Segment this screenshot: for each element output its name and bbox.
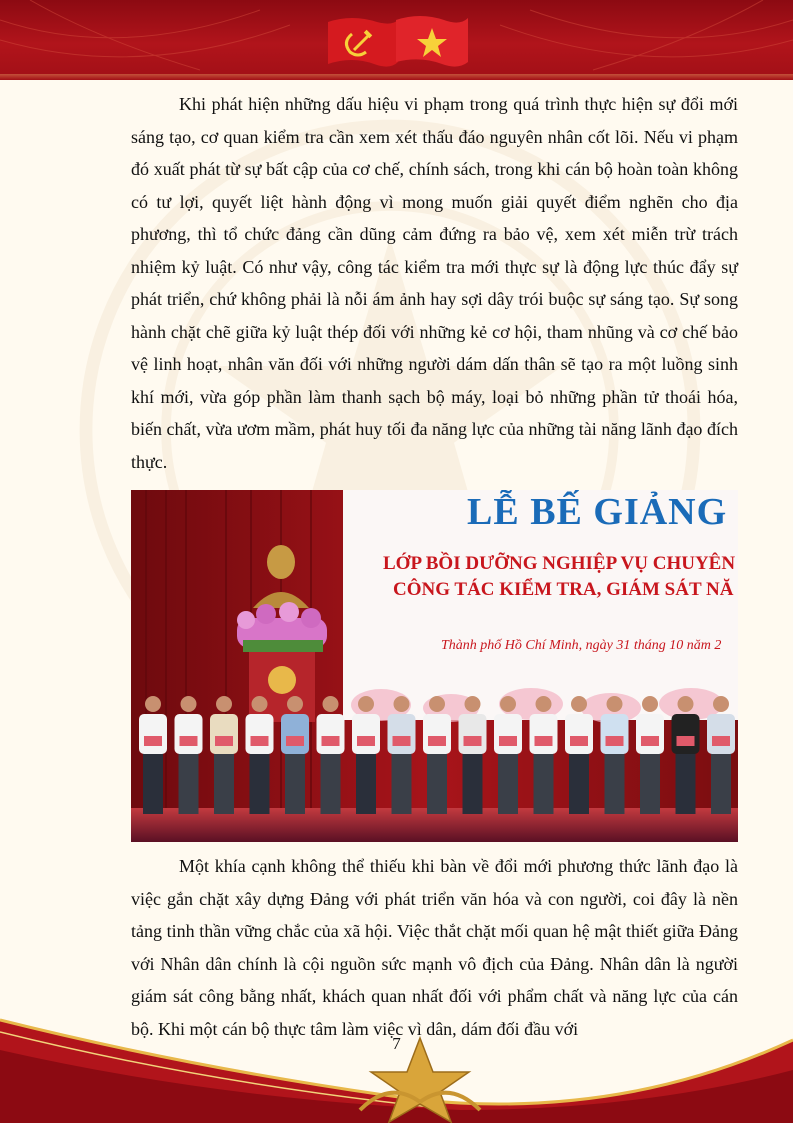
ceremony-photo xyxy=(131,490,738,842)
banner-line-1: LỚP BỒI DƯỠNG NGHIỆP VỤ CHUYÊN xyxy=(383,553,736,574)
party-flags xyxy=(322,12,472,74)
photo-scene xyxy=(131,490,738,842)
banner-line-2: CÔNG TÁC KIỂM TRA, GIÁM SÁT NĂ xyxy=(393,579,734,600)
paragraph-1: Khi phát hiện những dấu hiệu vi phạm trong quá trình thực hiện sự đổi mới sáng tạo, cơ quan kiểm tra cần xem xét thấu đáo nguyên nhân cốt lõi. Nếu vi phạm đó xuất phát từ sự bất cập của cơ chế, chính sách, trong khi cán bộ hoàn toàn không có tư lợi, quyết liệt hành động vì mong muốn giải quyết điểm nghẽn cho địa phương, thì tổ chức đảng cần dũng cảm đứng ra bảo vệ, xem xét miễn trừ trách nhiệm kỷ luật. Có như vậy, công tác kiểm tra mới thực sự là động lực thúc đẩy sự phát triển, chứ không phải là nỗi ám ảnh hay sợi dây trói buộc sự sáng tạo. Sự song hành chặt chẽ giữa kỷ luật thép đối với những kẻ cơ hội, tham nhũng và cơ chế bảo vệ linh hoạt, nhân văn đối với những người dám dấn thân sẽ tạo ra một luồng sinh khí mới, vừa góp phần làm thanh sạch bộ máy, loại bỏ những phần tử thoái hóa, biến chất, vừa ươm mầm, phát huy tối đa năng lực của những tài năng lãnh đạo đích thực. xyxy=(131,94,738,472)
page-number: 7 xyxy=(392,1034,401,1053)
paragraph-2: Một khía cạnh không thể thiếu khi bàn về đổi mới phương thức lãnh đạo là việc gắn chặt xây dựng Đảng với phát triển văn hóa và con người, coi đây là nền tảng tinh thần vững chắc của xã hội. Việc thắt chặt mối quan hệ mật thiết giữa Đảng với Nhân dân chính là cội nguồn sức mạnh vô địch của Đảng. Nhân dân là người giám sát công bằng nhất, khách quan nhất đối với phẩm chất và năng lực của cán bộ. Khi một cán bộ thực tâm làm việc vì dân, dám đối đầu với xyxy=(131,856,738,1039)
footer-decoration xyxy=(0,1010,793,1123)
page-header xyxy=(0,0,793,80)
article-body xyxy=(131,88,738,1045)
banner-title: LỄ BẾ GIẢNG xyxy=(467,491,728,533)
banner-date: Thành phố Hồ Chí Minh, ngày 31 tháng 10 năm 2 xyxy=(441,638,722,653)
